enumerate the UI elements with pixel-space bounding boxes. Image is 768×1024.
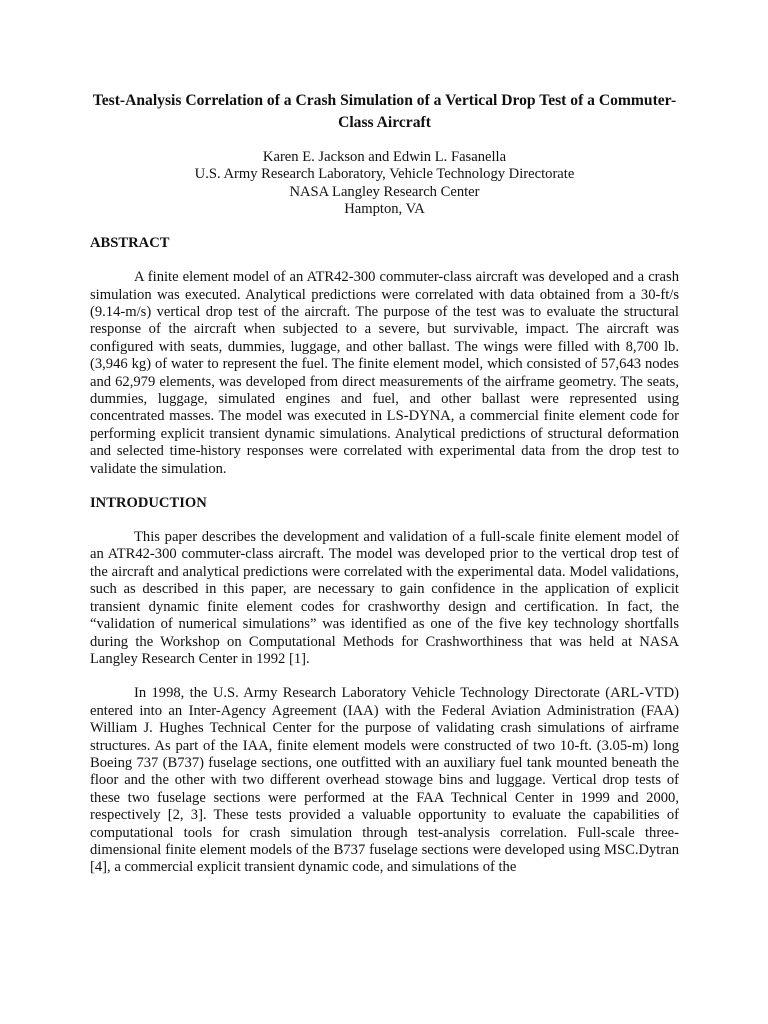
abstract-text: A finite element model of an ATR42-300 commuter-class aircraft was developed and a crash simulation was executed. Analytical predictions were correlated with data obtained from a 30-ft/s (9.14-m/s) vertical drop test of the aircraft. The purpose of the test was to evaluate the structural response of the aircraft when subjected to a severe, but survivable, impact. The aircraft was configured with seats, dummies, luggage, and other ballast. The wings were filled with 8,700 lb. (3,946 kg) of water to represent the fuel. The finite element model, which consisted of 57,643 nodes and 62,979 elements, was developed from direct measurements of the airframe geometry. The seats, dummies, luggage, simulated engines and fuel, and other ballast were represented using concentrated masses. The model was executed in LS-DYNA, a commercial finite element code for performing explicit transient dynamic simulations. Analytical predictions of structural deformation and selected time-history responses were correlated with experimental data from the drop test to validate the simulation.: [90, 269, 679, 477]
affiliation-nasa: NASA Langley Research Center: [289, 183, 480, 200]
author-location: Hampton, VA: [344, 200, 425, 217]
introduction-paragraph-1: This paper describes the development and validation of a full-scale finite element model of an ATR42-300 commuter-class aircraft. The model was developed prior to the vertical drop test of the aircraft and analytical predictions were correlated with the experimental data. Model validations, such as described in this paper, are necessary to gain confidence in the application of explicit transient dynamic finite element codes for crashworthy design and certification. In fact, the “validation of numerical simulations” was identified as one of the five key technology shortfalls during the Workshop on Computational Methods for Crashworthiness that was held at NASA Langley Research Center in 1992 [1].: [90, 529, 679, 667]
paper-title: Test-Analysis Correlation of a Crash Simulation of a Vertical Drop Test of a Commuter-Class Aircraft: [92, 92, 677, 131]
paper-page: [90, 90, 679, 891]
introduction-heading: INTRODUCTION: [90, 495, 207, 512]
author-block: [90, 149, 679, 218]
abstract-heading: ABSTRACT: [90, 235, 170, 252]
introduction-paragraph-2: In 1998, the U.S. Army Research Laboratory Vehicle Technology Directorate (ARL-VTD) entered into an Inter-Agency Agreement (IAA) with the Federal Aviation Administration (FAA) William J. Hughes Technical Center for the purpose of validating crash simulations of airframe structures. As part of the IAA, finite element models were constructed of two 10-ft. (3.05-m) long Boeing 737 (B737) fuselage sections, one outfitted with an auxiliary fuel tank mounted beneath the floor and the other with two different overhead stowage bins and luggage. Vertical drop tests of these two fuselage sections were performed at the FAA Technical Center in 1999 and 2000, respectively [2, 3]. These tests provided a valuable opportunity to evaluate the capabilities of computational tools for crash simulation through test-analysis correlation. Full-scale three-dimensional finite element models of the B737 fuselage sections were developed using MSC.Dytran [4], a commercial explicit transient dynamic code, and simulations of the: [90, 685, 679, 876]
author-names: Karen E. Jackson and Edwin L. Fasanella: [262, 149, 507, 165]
affiliation-army: U.S. Army Research Laboratory, Vehicle Technology Directorate: [194, 166, 575, 183]
